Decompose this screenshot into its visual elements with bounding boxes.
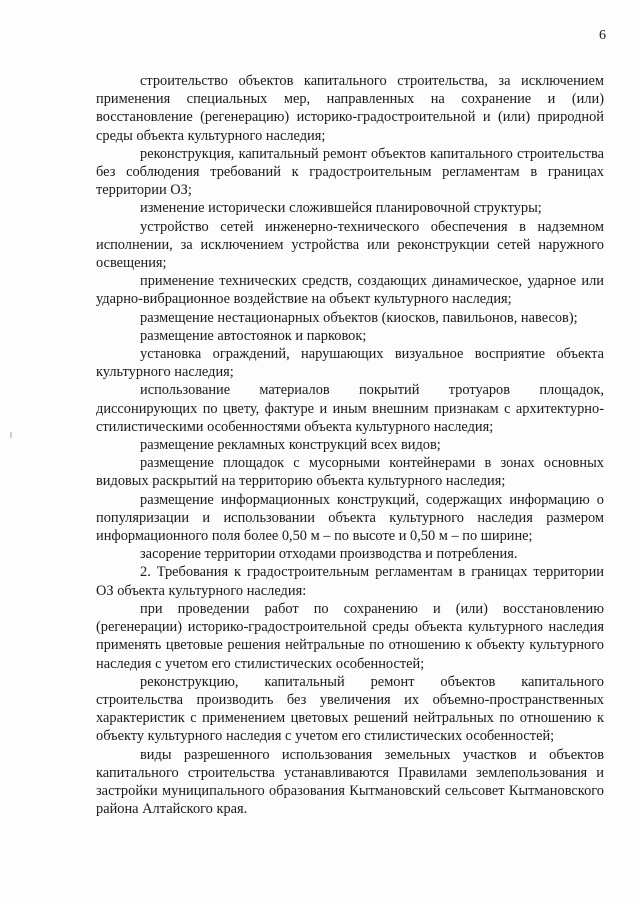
page-number: 6 [599,28,606,43]
paragraph: устройство сетей инженерно-технического обеспечения в надземном исполнении, за исключением устройства или реконструкции сетей наружного освещения; [96,218,604,272]
paragraph: строительство объектов капитального строительства, за исключением применения специальных мер, направленных на сохранение и (или) восстановление (регенерацию) историко-градостроительной и (или) природной среды объекта культурного наследия; [96,73,604,144]
paragraph: изменение исторически сложившейся планировочной структуры; [140,200,542,217]
document-body [96,72,604,818]
scan-edge-mark [10,432,12,438]
paragraph: размещение рекламных конструкций всех видов; [140,437,441,454]
section-heading-paragraph: 2. Требования к градостроительным регламентам в границах территории ОЗ объекта культурного наследия: [96,564,604,599]
paragraph: виды разрешенного использования земельных участков и объектов капитального строительства устанавливаются Правилами землепользования и застройки муниципального образования Кытмановский сельсовет Кытмановского района Алтайского края. [96,746,604,818]
paragraph: реконструкция, капитальный ремонт объектов капитального строительства без соблюдения требований к градостроительным регламентам в границах территории ОЗ; [96,145,604,199]
paragraph: применение технических средств, создающих динамическое, ударное или ударно-вибрационное воздействие на объект культурного наследия; [96,273,604,308]
paragraph: размещение нестационарных объектов (киосков, павильонов, навесов); [140,309,578,326]
paragraph: размещение информационных конструкций, содержащих информацию о популяризации и использовании объекта культурного наследия размером информационного поля более 0,50 м – по высоте и 0,50 м – по ширине; [96,491,604,545]
paragraph: при проведении работ по сохранению и (или) восстановлению (регенерации) историко-градостроительной среды объекта культурного наследия применять цветовые решения нейтральные по отношению к объекту культурного наследия с учетом его стилистических особенностей; [96,600,604,672]
paragraph: засорение территории отходами производства и потребления. [140,546,518,563]
paragraph: размещение площадок с мусорными контейнерами в зонах основных видовых раскрытий на территорию объекта культурного наследия; [96,455,604,490]
paragraph: использование материалов покрытий тротуаров площадок, диссонирующих по цвету, фактуре и иным внешним признакам с архитектурно-стилистическими особенностями объекта культурного наследия; [96,382,604,435]
paragraph: размещение автостоянок и парковок; [140,327,367,344]
paragraph: реконструкцию, капитальный ремонт объектов капитального строительства производить без увеличения их объемно-пространственных характеристик с применением цветовых решений нейтральных по отношению к объекту культурного наследия с учетом его стилистических особенностей; [96,673,604,745]
paragraph: установка ограждений, нарушающих визуальное восприятие объекта культурного наследия; [96,346,604,381]
